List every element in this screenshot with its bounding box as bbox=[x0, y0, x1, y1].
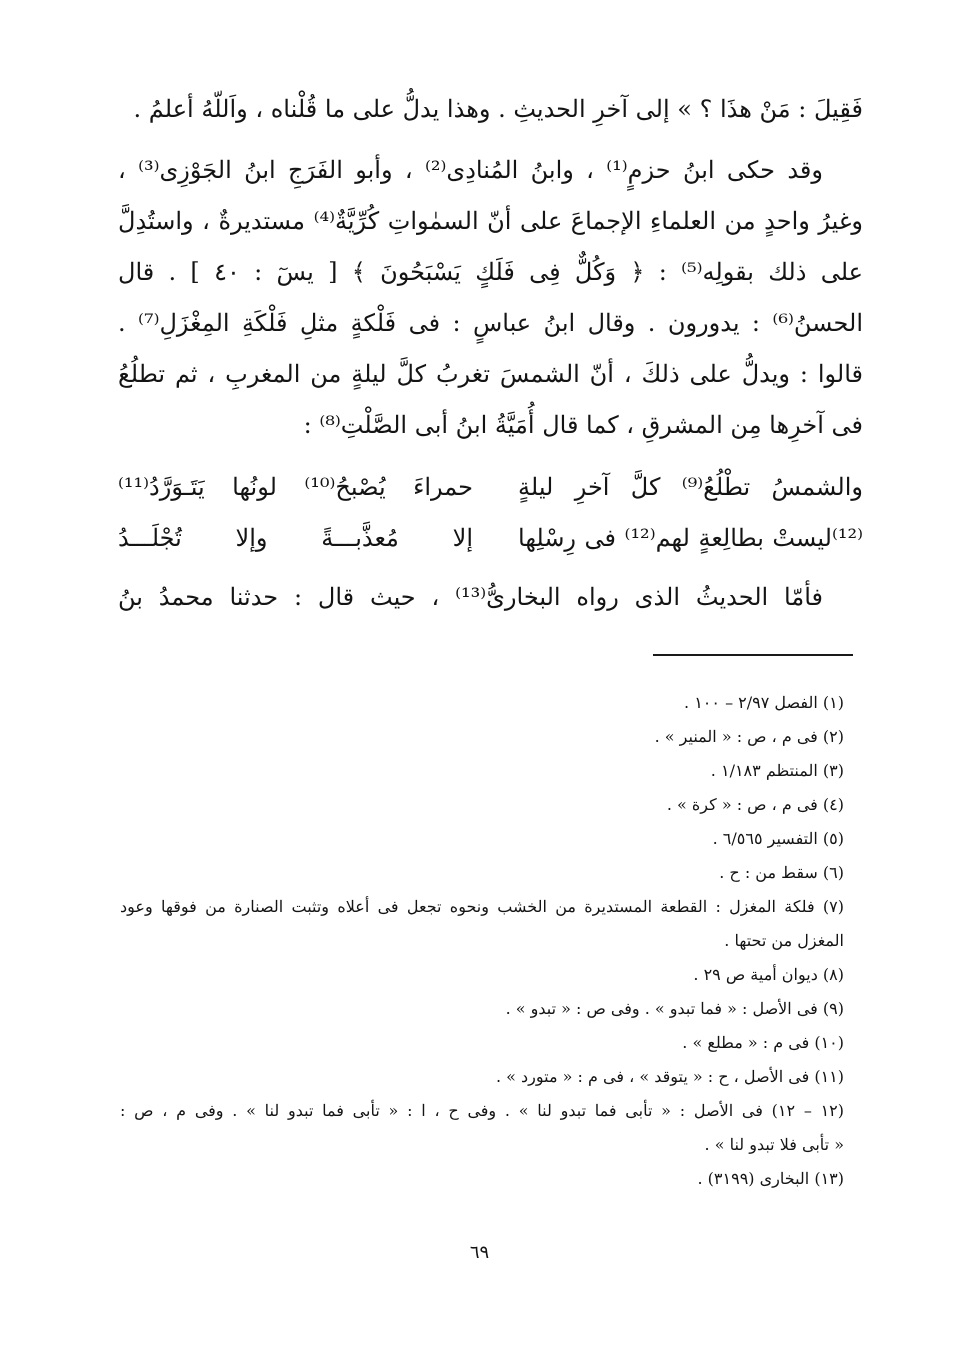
footnote: (١٢ – ١٢) فى الأصل : « تأبى فما تبدو لنا » . وفى ح ، ا : « تأبى فما تبدو لنا » . وفى م ، ص : bbox=[120, 1101, 845, 1120]
footnote: (٨) ديوان أمية ص ٢٩ . bbox=[693, 965, 844, 984]
footnote: (٤) فى م ، ص : « كرة » . bbox=[666, 795, 844, 814]
text-line-7: فى آخرِها مِن المشرقِ ، كما قال أُمَيَّةُ ابنُ أبى الصَّلْتِ⁽⁸⁾ : bbox=[303, 411, 863, 439]
footnote: (٥) التفسير ٦/٥٦٥ . bbox=[712, 829, 844, 848]
footnote: (٧) فلكة المغزل : القطعة المستديرة من الخشب ونحوه تجعل فى أعلاه وتثبت الصنارة من فوقها وعود bbox=[120, 897, 844, 916]
text-line-3: وغيرُ واحدٍ من العلماءِ الإجماعَ على أنّ السمٰواتِ كُرِّيَّةٌ⁽⁴⁾ مستديرةٌ ، واستُدِلَّ bbox=[118, 207, 863, 235]
text-line-after-poem: فأمّا الحديثُ الذى رواه البخارىُّ⁽¹³⁾ ، حيث قال : حدثنا محمدُ بنُ bbox=[118, 583, 824, 611]
footnote-continuation: « تأبى فلا تبدو لنا » . bbox=[704, 1135, 844, 1154]
footnote-separator bbox=[653, 654, 853, 656]
footnote: (١) الفصل ٢/٩٧ – ١٠٠ . bbox=[684, 693, 844, 712]
footnote: (٩) فى الأصل : « فما تبدو » . وفى ص : « تبدو » . bbox=[505, 999, 844, 1018]
main-text bbox=[118, 84, 863, 451]
poem-verses bbox=[118, 462, 863, 564]
footnote-continuation: المغزل من تحتها . bbox=[724, 931, 844, 950]
text-line-4: على ذلك بقولِه⁽⁵⁾ : ﴿ وَكُلٌّ فِى فَلَكٍ يَسْبَحُونَ ﴾ [ يسٓ : ٤٠ ] . قال bbox=[118, 258, 863, 286]
verse-first-hemistich: والشمسُ تطْلُعُ⁽⁹⁾ كلَّ آخرِ ليلةٍ bbox=[518, 473, 863, 501]
footnote: (١٠) فى م : « مطلع » . bbox=[682, 1033, 844, 1052]
text-line-6: قالوا : ويدلُّ على ذلكَ ، أنّ الشمسَ تغربُ كلَّ ليلةٍ من المغربِ ، ثم تطلُعُ bbox=[118, 360, 863, 388]
poem-verse bbox=[118, 513, 863, 564]
footnote: (٢) فى م ، ص : « المنير » . bbox=[654, 727, 844, 746]
verse-second-hemistich: حمراءَ يُصْبحُ⁽¹⁰⁾ لونُها يَتَـوَرَّدُ⁽¹¹⁾ bbox=[118, 473, 473, 501]
footnotes bbox=[120, 686, 850, 1196]
poem-verse bbox=[118, 462, 863, 513]
text-line-1: فَقِيلَ : مَنْ هذَا ؟ » إلى آخرِ الحديثِ . وهذا يدلُّ على ما قُلْناه ، واَللّهُ أعلمُ . bbox=[133, 95, 863, 123]
footnote: (١١) فى الأصل ، ح : « يتوقد » ، فى م : « متورد » . bbox=[496, 1067, 844, 1086]
footnote: (١٣) البخارى (٣١٩٩) . bbox=[697, 1169, 844, 1188]
page-number: ٦٩ bbox=[469, 1242, 490, 1263]
verse-first-hemistich: ⁽¹²⁾ليستْ بطالِعةٍ لهم⁽¹²⁾ فى رِسْلِها bbox=[518, 524, 863, 552]
verse-second-hemistich: إلا مُعذَّبـــةً وإلا تُجْلَـــدُ bbox=[118, 524, 473, 552]
text-line-5: الحسنُ⁽⁶⁾ : يدورون . وقال ابنُ عباسٍ : فى فَلْكةٍ مثلِ فَلْكَةِ المِغْزَلِ⁽⁷⁾ . bbox=[118, 309, 863, 337]
main-text-continued bbox=[118, 572, 863, 623]
footnote: (٣) المنتظم ١/١٨٣ . bbox=[710, 761, 844, 780]
text-line-2: وقد حكى ابنُ حزمٍ⁽¹⁾ ، وابنُ المُنادِى⁽²⁾ ، وأبو الفَرَجِ ابنُ الجَوْزِى⁽³⁾ ، bbox=[118, 156, 823, 184]
footnote: (٦) سقط من : ح . bbox=[719, 863, 844, 882]
